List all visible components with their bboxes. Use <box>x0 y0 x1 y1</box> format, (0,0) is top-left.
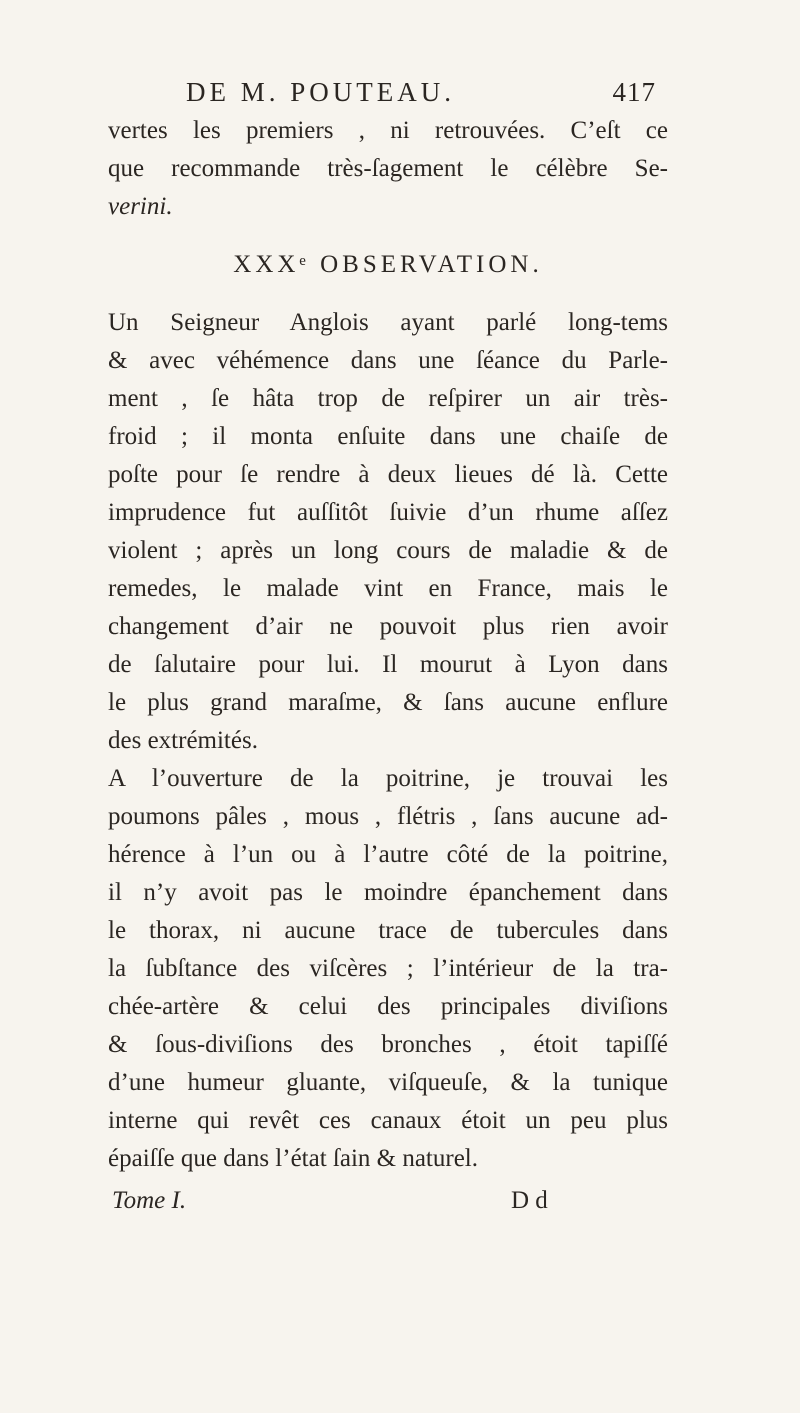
volume-label: Tome I. <box>112 1187 187 1214</box>
text-line: A l’ouverture de la poitrine, je trouvai les <box>108 765 668 792</box>
text-line: épaiſſe que dans l’état ſain & naturel. <box>108 1145 478 1172</box>
page-number: 417 <box>612 77 656 107</box>
text-line: verini. <box>108 193 173 220</box>
text-line: que recommande très-ſagement le célèbre Se- <box>108 155 668 182</box>
text-line: il n’y avoit pas le moindre épanchement dans <box>108 879 668 906</box>
text-line: froid ; il monta enſuite dans une chaiſe de <box>108 423 668 450</box>
book-page <box>108 72 668 1220</box>
text-line: la ſubſtance des viſcères ; l’intérieur de la tra- <box>108 955 668 982</box>
observation-heading: XXXᵉ OBSERVATION. <box>233 251 543 278</box>
running-head <box>108 72 668 112</box>
text-line: le thorax, ni aucune trace de tubercules dans <box>108 917 668 944</box>
text-line: hérence à l’un ou à l’autre côté de la poitrine, <box>108 841 668 868</box>
text-line: de ſalutaire pour lui. Il mourut à Lyon dans <box>108 651 668 678</box>
text-line: interne qui revêt ces canaux étoit un peu plus <box>108 1107 668 1134</box>
running-title: DE M. POUTEAU. <box>186 77 455 107</box>
text-line: imprudence fut auſſitôt ſuivie d’un rhume aſſez <box>108 499 668 526</box>
text-line: changement d’air ne pouvoit plus rien avoir <box>108 613 668 640</box>
text-line: violent ; après un long cours de maladie & de <box>108 537 668 564</box>
signature-mark: D d <box>511 1187 548 1214</box>
text-line: & ſous-diviſions des bronches , étoit tapiſſé <box>108 1031 668 1058</box>
text-line: des extrémités. <box>108 727 258 754</box>
text-line: Un Seigneur Anglois ayant parlé long-tems <box>108 309 668 336</box>
text-line: vertes les premiers , ni retrouvées. C’eſt ce <box>108 117 668 144</box>
text-line: d’une humeur gluante, viſqueuſe, & la tunique <box>108 1069 668 1096</box>
text-line: ment , ſe hâta trop de reſpirer un air très- <box>108 385 668 412</box>
text-line: remedes, le malade vint en France, mais le <box>108 575 668 602</box>
text-line: le plus grand maraſme, & ſans aucune enflure <box>108 689 668 716</box>
page-footer <box>108 1182 668 1220</box>
body-text <box>108 112 668 1178</box>
text-line: & avec véhémence dans une ſéance du Parle- <box>108 347 668 374</box>
text-line: poumons pâles , mous , flétris , ſans aucune ad- <box>108 803 668 830</box>
text-line: chée-artère & celui des principales diviſions <box>108 993 668 1020</box>
text-line: poſte pour ſe rendre à deux lieues dé là. Cette <box>108 461 668 488</box>
